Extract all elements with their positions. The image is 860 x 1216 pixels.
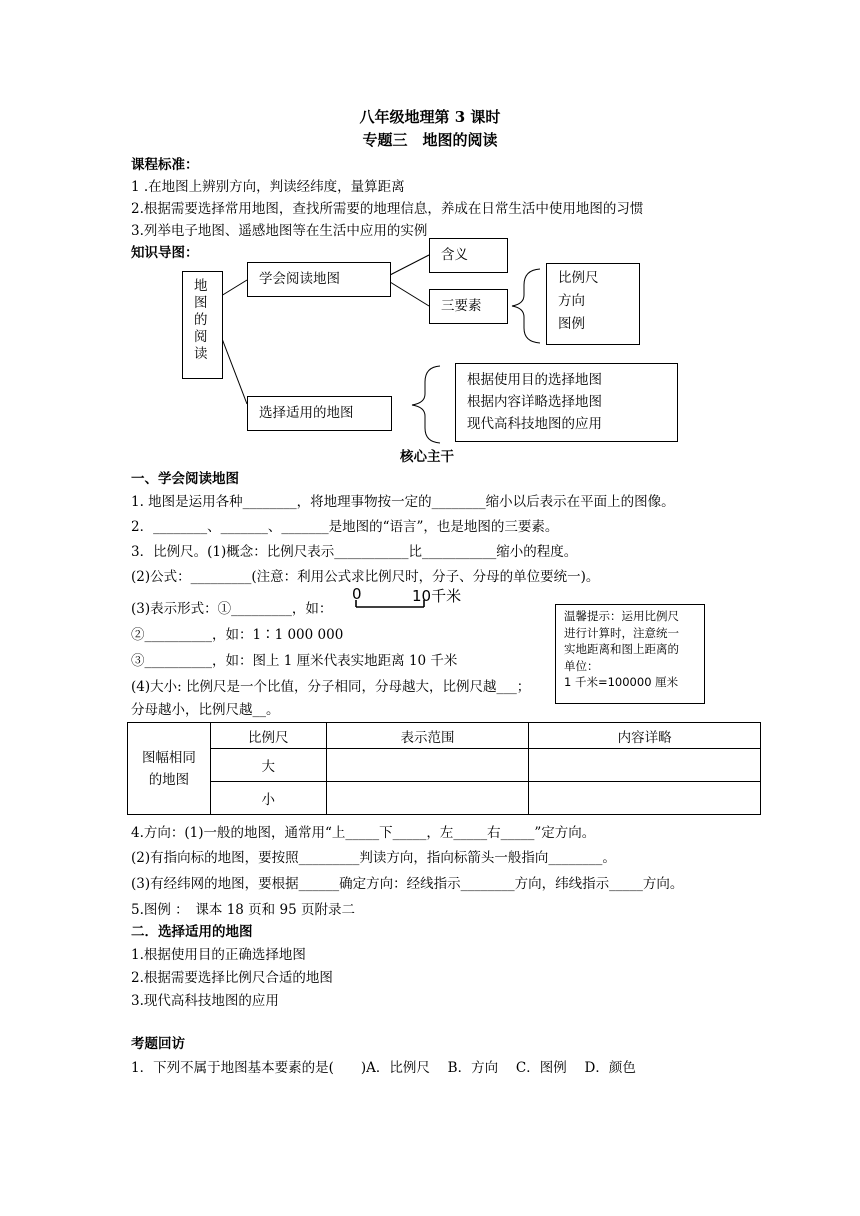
table-cell-large: 大 [210, 749, 326, 782]
question-3-form-3: ③__________，如：图上 1 厘米代表实地距离 10 千米 [131, 653, 458, 669]
table-col-scale: 比例尺 [210, 723, 326, 749]
table-row [128, 782, 761, 815]
question-4-3: (3)有经纬网的地图，要根据______确定方向：经线指示________方向，纬线指示_____方向。 [131, 876, 684, 892]
meaning-label: 含义 [441, 247, 468, 263]
section2-item-3: 3.现代高科技地图的应用 [131, 993, 279, 1009]
section2-item-2: 2.根据需要选择比例尺合适的地图 [131, 970, 333, 986]
table-cell-empty [326, 749, 529, 782]
table-cell-empty [326, 782, 529, 815]
section1-heading: 一、学会阅读地图 [131, 471, 239, 487]
section2-heading: 二．选择适用的地图 [131, 924, 253, 940]
table-row-header [128, 723, 211, 815]
question-3-form-2: ②__________，如：1∶1 000 000 [131, 627, 344, 643]
mindmap-caption: 核心主干 [400, 449, 454, 465]
question-4-1: 4.方向：(1)一般的地图，通常用“上_____下_____，左_____右_____”定方向。 [131, 825, 596, 841]
table-row [128, 749, 761, 782]
standard-item-2: 2.根据需要选择常用地图，查找所需要的地理信息，养成在日常生活中使用地图的习惯 [131, 201, 644, 217]
branch-choose-map-label: 选择适用的地图 [259, 405, 354, 421]
table-row-header-line-2: 的地图 [148, 771, 190, 788]
question-5: 5.图例 ： 课本 18 页和 95 页附录二 [131, 902, 355, 918]
tip-line-5: 1 千米=100000 厘米 [564, 675, 679, 689]
root-char-1: 地 [194, 278, 208, 294]
tip-line-4: 单位： [564, 658, 599, 673]
exam-heading: 考题回访 [131, 1036, 185, 1052]
table-cell-empty [529, 782, 761, 815]
table-col-range: 表示范围 [326, 723, 529, 749]
element-direction: 方向 [558, 293, 585, 309]
table-cell-empty [529, 749, 761, 782]
standard-item-3: 3.列举电子地图、遥感地图等在生活中应用的实例 [131, 223, 428, 239]
scale-zero-label: 0 [352, 585, 362, 603]
question-3-formula: (2)公式：_________(注意：利用公式求比例尺时，分子、分母的单位要统一)。 [131, 569, 600, 585]
question-2: 2．________、_______、_______是地图的“语言”，也是地图的三要素。 [131, 519, 559, 535]
three-elements-label: 三要素 [441, 298, 482, 314]
branch-read-map-label: 学会阅读地图 [259, 271, 340, 287]
mindmap-heading: 知识导图： [131, 245, 199, 261]
question-4-2: (2)有指向标的地图，要按照_________判读方向，指向标箭头一般指向________。 [131, 850, 616, 866]
question-3: 3．比例尺。(1)概念：比例尺表示___________比___________缩小的程度。 [131, 544, 578, 560]
standard-item-1: 1 .在地图上辨别方向，判读经纬度，量算距离 [131, 179, 405, 195]
page-subtitle: 专题三 地图的阅读 [362, 131, 498, 149]
tip-line-3: 实地距离和图上距离的 [564, 642, 679, 656]
root-char-2: 图 [194, 295, 208, 311]
root-char-4: 阅 [194, 329, 208, 345]
scale-table [127, 722, 761, 815]
page-title: 八年级地理第 3 课时 [359, 108, 501, 126]
exam-question-1: 1．下列不属于地图基本要素的是( )A．比例尺 B．方向 C．图例 D．颜色 [131, 1060, 636, 1076]
root-char-3: 的 [194, 312, 208, 328]
tip-line-1: 温馨提示：运用比例尺 [564, 609, 679, 623]
tip-line-2: 进行计算时，注意统一 [564, 625, 679, 640]
element-scale: 比例尺 [558, 270, 599, 286]
question-1: 1. 地图是运用各种________，将地理事物按一定的________缩小以后表示在平面上的图像。 [131, 494, 675, 510]
choice-2: 根据内容详略选择地图 [467, 394, 602, 410]
choice-1: 根据使用目的选择地图 [467, 372, 602, 388]
scale-ten-label: 10千米 [412, 587, 462, 605]
question-3-form-1: (3)表示形式：①_________，如： [131, 601, 333, 617]
root-char-5: 读 [194, 346, 208, 362]
question-3-size-a: (4)大小: 比例尺是一个比值，分子相同，分母越大，比例尺越___； [131, 679, 531, 695]
tip-box [555, 604, 705, 704]
question-3-size-b: 分母越小，比例尺越__。 [131, 702, 280, 718]
standards-heading: 课程标准： [131, 157, 199, 173]
section2-item-1: 1.根据使用目的正确选择地图 [131, 947, 306, 963]
table-cell-small: 小 [210, 782, 326, 815]
element-legend: 图例 [558, 316, 585, 332]
table-col-detail: 内容详略 [529, 723, 761, 749]
choice-3: 现代高科技地图的应用 [467, 416, 602, 432]
table-row-header-line-1: 图幅相同 [141, 749, 196, 766]
